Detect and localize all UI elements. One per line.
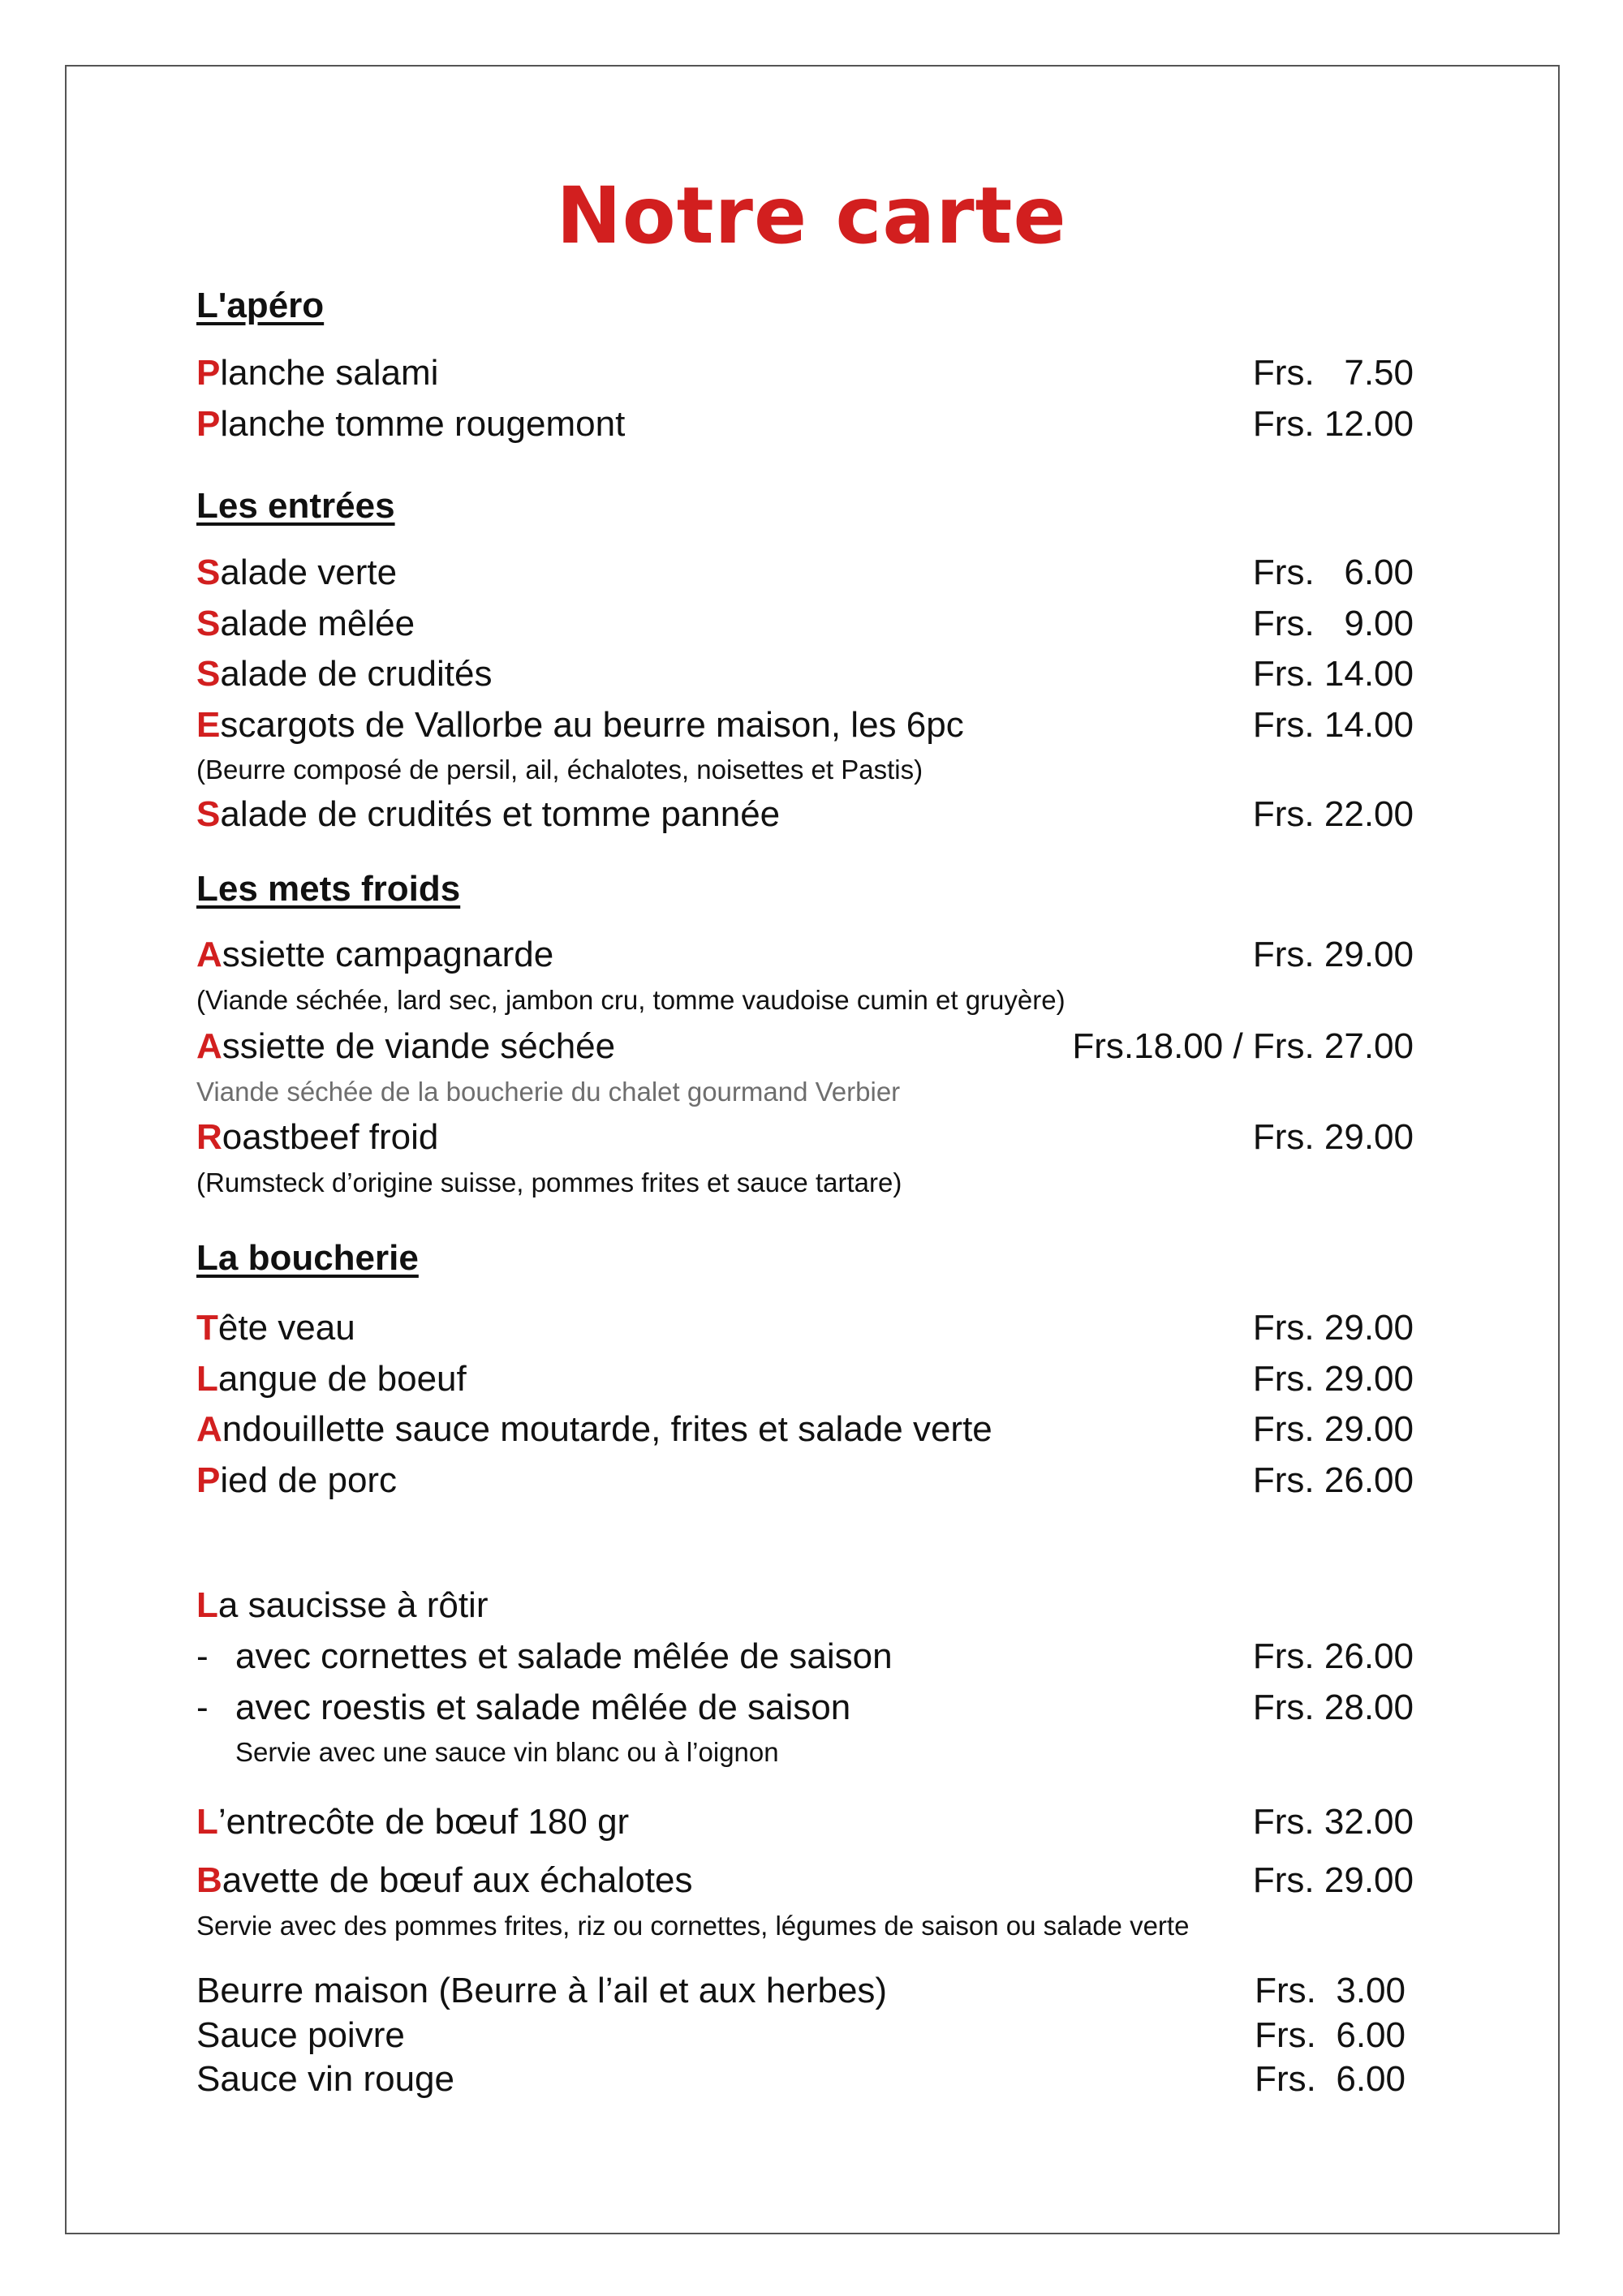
menu-item: [196, 355, 438, 391]
menu-item: [196, 794, 781, 834]
menu-item: [196, 1460, 398, 1500]
menu-item: [196, 937, 553, 973]
item-note: (Viande séchée, lard sec, jambon cru, tomme vaudoise cumin et gruyère): [196, 985, 1065, 1015]
item-price: Frs. 6.00: [1252, 553, 1414, 592]
list-dash: -: [196, 1636, 209, 1676]
item-initial: S: [196, 654, 221, 694]
item-option: avec roestis et salade mêlée de saison: [235, 1688, 851, 1727]
menu-item: [196, 1860, 693, 1900]
item-initial: P: [196, 1460, 221, 1500]
item-label: ied de porc: [220, 1460, 398, 1500]
item-price: Frs. 29.00: [1252, 935, 1414, 974]
item-initial: L: [196, 1802, 218, 1842]
item-label: ssiette campagnarde: [222, 935, 554, 974]
item-price: Frs. 22.00: [1252, 794, 1414, 834]
item-price: Frs.18.00 / Frs. 27.00: [1072, 1026, 1414, 1066]
item-label: lanche tomme rougemont: [220, 404, 626, 444]
item-note: (Beurre composé de persil, ail, échalotes, noisettes et Pastis): [196, 755, 923, 785]
item-label: oastbeef froid: [222, 1117, 439, 1157]
menu-item: [196, 1310, 355, 1346]
item-initial: S: [196, 604, 221, 643]
item-initial: P: [196, 404, 221, 444]
item-label: ssiette de viande séchée: [222, 1026, 616, 1066]
item-label: alade de crudités et tomme pannée: [220, 794, 781, 834]
menu-item: [196, 406, 625, 442]
section-heading-froids: Les mets froids: [196, 869, 461, 909]
item-price: Frs. 29.00: [1252, 1359, 1414, 1399]
item-price: Frs. 7.50: [1252, 353, 1414, 393]
item-initial: A: [196, 1026, 222, 1066]
item-price: Frs. 9.00: [1252, 604, 1414, 643]
item-initial: S: [196, 794, 221, 834]
item-initial: A: [196, 1409, 222, 1449]
page-title: Notre carte: [556, 170, 1067, 261]
item-label: lanche salami: [220, 353, 439, 393]
menu-item: [196, 1409, 992, 1449]
item-label: avette de bœuf aux échalotes: [222, 1860, 693, 1900]
item-price: Frs. 6.00: [1255, 2059, 1406, 2099]
item-label: scargots de Vallorbe au beurre maison, les 6pc: [220, 705, 964, 745]
section-heading-apero: L'apéro: [196, 286, 325, 325]
item-price: Frs. 14.00: [1252, 705, 1414, 745]
item-price: Frs. 28.00: [1252, 1688, 1414, 1727]
menu-item: [196, 606, 415, 642]
item-initial: S: [196, 553, 221, 592]
item-note: (Rumsteck d’origine suisse, pommes frites et sauce tartare): [196, 1167, 902, 1197]
item-price: Frs. 3.00: [1255, 1971, 1406, 2010]
item-price: Frs. 14.00: [1252, 654, 1414, 694]
item-initial: A: [196, 935, 222, 974]
item-price: Frs. 26.00: [1252, 1636, 1414, 1676]
item-initial: B: [196, 1860, 222, 1900]
list-dash: -: [196, 1688, 209, 1727]
menu-item-saucisse: [196, 1585, 489, 1625]
item-price: Frs. 29.00: [1252, 1308, 1414, 1348]
item-price: Frs. 29.00: [1252, 1117, 1414, 1157]
item-note: Servie avec une sauce vin blanc ou à l’oignon: [235, 1737, 779, 1767]
menu-item: [196, 1804, 629, 1840]
sauce-item: Beurre maison (Beurre à l’ail et aux herbes): [196, 1971, 888, 2010]
menu-item: [196, 1117, 439, 1157]
item-price: Frs. 29.00: [1252, 1860, 1414, 1900]
item-label: ndouillette sauce moutarde, frites et salade verte: [222, 1409, 992, 1449]
menu-item: [196, 555, 397, 591]
item-label: alade mêlée: [220, 604, 415, 643]
menu-item: [196, 1026, 616, 1066]
item-price: Frs. 26.00: [1252, 1460, 1414, 1500]
sauce-item: Sauce vin rouge: [196, 2059, 454, 2099]
item-initial: L: [196, 1359, 218, 1399]
item-label: ’entrecôte de bœuf 180 gr: [217, 1802, 630, 1842]
item-price: Frs. 12.00: [1252, 404, 1414, 444]
sauce-item: Sauce poivre: [196, 2015, 405, 2055]
item-initial: L: [196, 1585, 218, 1625]
item-note: Viande séchée de la boucherie du chalet gourmand Verbier: [196, 1077, 901, 1107]
item-price: Frs. 32.00: [1252, 1802, 1414, 1842]
item-price: Frs. 6.00: [1255, 2015, 1406, 2055]
item-price: Frs. 29.00: [1252, 1409, 1414, 1449]
item-option: avec cornettes et salade mêlée de saison: [235, 1636, 893, 1676]
menu-item: [196, 1361, 467, 1397]
item-initial: R: [196, 1117, 222, 1157]
item-initial: P: [196, 353, 221, 393]
item-label: angue de boeuf: [217, 1359, 467, 1399]
item-label: alade verte: [220, 553, 398, 592]
item-initial: E: [196, 705, 221, 745]
section-heading-entrees: Les entrées: [196, 486, 395, 526]
item-label: ête veau: [217, 1308, 355, 1348]
menu-item: [196, 656, 492, 692]
item-label: a saucisse à rôtir: [217, 1585, 489, 1625]
item-label: alade de crudités: [220, 654, 493, 694]
item-initial: T: [196, 1308, 218, 1348]
section-heading-boucherie: La boucherie: [196, 1238, 419, 1278]
item-note: Servie avec des pommes frites, riz ou cornettes, légumes de saison ou salade verte: [196, 1911, 1190, 1941]
menu-item: [196, 707, 964, 743]
